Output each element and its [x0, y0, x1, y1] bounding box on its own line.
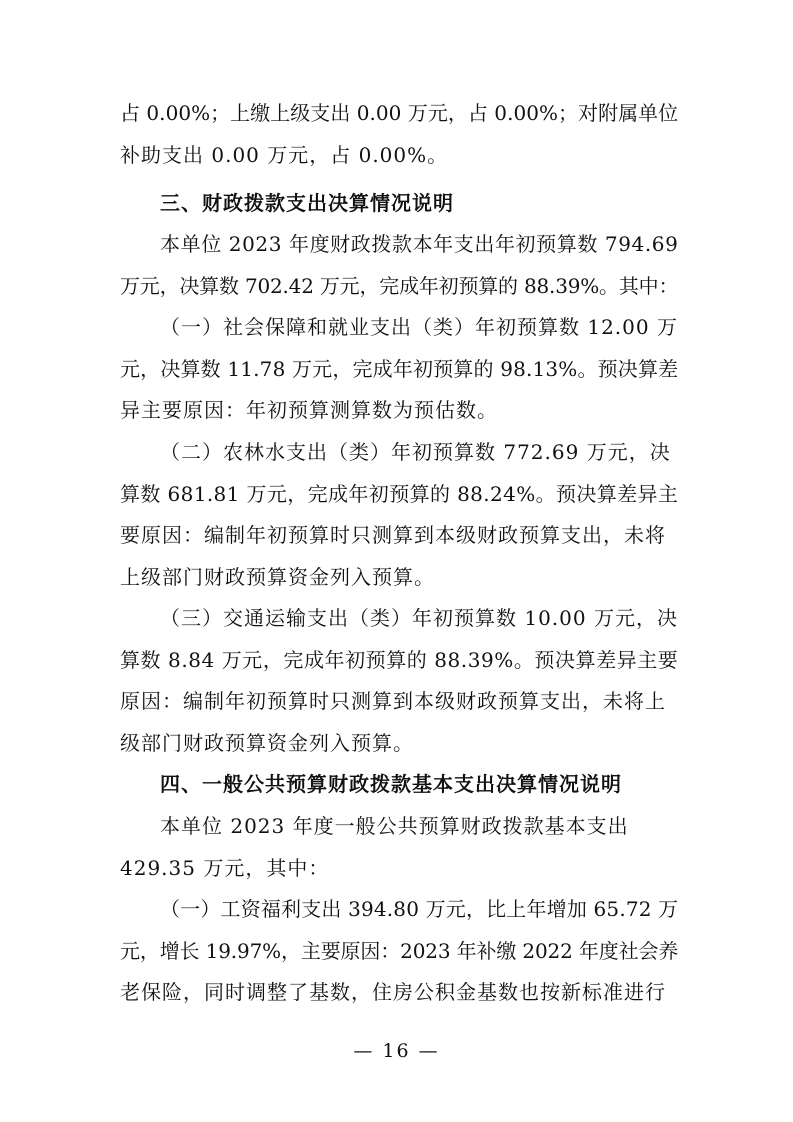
text-line: （一）社会保障和就业支出（类）年初预算数 12.00 万	[160, 315, 678, 339]
text-line: 要原因：编制年初预算时只测算到本级财政预算支出，未将	[120, 523, 666, 547]
text-line: 算数 681.81 万元，完成年初预算的 88.24%。预决算差异主	[120, 481, 679, 506]
section-heading-3	[120, 183, 680, 225]
text-line: 元，决算数 11.78 万元，完成年初预算的 98.13%。预决算差	[120, 356, 679, 381]
page-number: — 16 —	[353, 1040, 440, 1062]
text-line: （一）工资福利支出 394.80 万元，比上年增加 65.72 万	[160, 897, 679, 921]
text-line: 429.35 万元，其中：	[120, 855, 330, 880]
paragraph-financial-summary	[120, 224, 680, 307]
text-line: 元，增长 19.97%，主要原因：2023 年补缴 2022 年度社会养	[120, 938, 679, 963]
section-heading-4	[120, 764, 680, 806]
text-line: 级部门财政预算资金列入预算。	[120, 730, 414, 755]
paragraph-continuation	[120, 93, 680, 176]
text-line: 本单位 2023 年度财政拨款本年支出年初预算数 794.69	[160, 232, 679, 256]
text-line: 原因：编制年初预算时只测算到本级财政预算支出，未将上	[120, 689, 666, 713]
paragraph-transportation	[120, 598, 680, 764]
heading-text: 三、财政拨款支出决算情况说明	[160, 191, 454, 215]
paragraph-salary-welfare	[120, 889, 680, 1014]
text-line: 上级部门财政预算资金列入预算。	[120, 564, 435, 589]
paragraph-agriculture	[120, 432, 680, 598]
heading-text: 四、一般公共预算财政拨款基本支出决算情况说明	[160, 772, 622, 796]
text-line: 补助支出 0.00 万元，占 0.00%。	[120, 142, 449, 167]
paragraph-basic-expenditure	[120, 806, 680, 889]
text-line: 万元，决算数 702.42 万元，完成年初预算的 88.39%。其中：	[120, 273, 679, 298]
text-line: 异主要原因：年初预算测算数为预估数。	[120, 398, 498, 422]
text-line: 老保险，同时调整了基数，住房公积金基数也按新标准进行	[120, 980, 666, 1004]
text-line: 本单位 2023 年度一般公共预算财政拨款基本支出	[160, 814, 629, 838]
paragraph-social-security	[120, 307, 680, 432]
text-line: （二）农林水支出（类）年初预算数 772.69 万元，决	[160, 440, 671, 464]
text-line: 算数 8.84 万元，完成年初预算的 88.39%。预决算差异主要	[120, 647, 679, 672]
text-line: （三）交通运输支出（类）年初预算数 10.00 万元，决	[160, 606, 678, 630]
text-line: 占 0.00%；上缴上级支出 0.00 万元，占 0.00%；对附属单位	[120, 101, 679, 125]
